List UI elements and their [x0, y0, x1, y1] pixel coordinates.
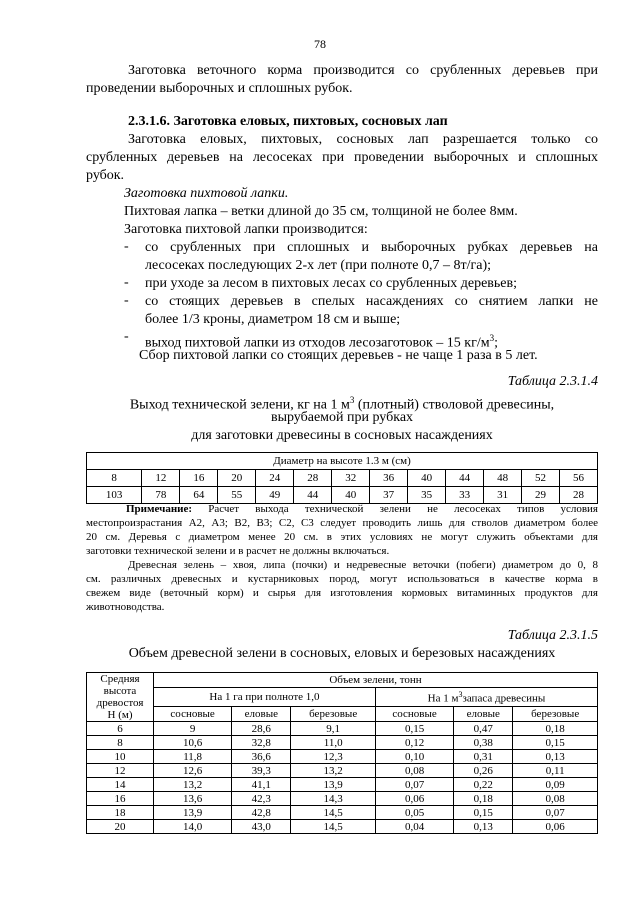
table2-cell: 41,1	[232, 778, 291, 792]
table1-value-cell: 78	[142, 487, 180, 504]
note-p2-line-3: свежем виде (веточный корм) и сырья для изготовления кормовых витаминных продуктов для	[86, 587, 598, 599]
table2-cell: 0,07	[375, 778, 453, 792]
table2-cell: 0,05	[375, 806, 453, 820]
table1-diameter-cell: 32	[332, 470, 370, 487]
bullet-marker: -	[124, 239, 129, 254]
table2-col0-header	[87, 673, 154, 722]
note-l1-text: Расчет выхода технической зелени не лесосеках типов условия	[208, 503, 598, 515]
intro-line-2: проведении выборочных и сплошных рубок.	[86, 81, 353, 96]
table1-title-line-2: вырубаемой при рубках	[270, 410, 414, 425]
table2-row	[87, 820, 598, 834]
table1-diameter-cell: 44	[446, 470, 484, 487]
table2-cell: 0,10	[375, 750, 453, 764]
table2-cell: 0,08	[375, 764, 453, 778]
table2-cell: 10,6	[154, 736, 232, 750]
table2-row	[87, 736, 598, 750]
bullet-3-line-2: более 1/3 кроны, диаметром 18 см и выше;	[145, 312, 401, 327]
table1-value-cell: 37	[370, 487, 408, 504]
table1-title-a: Выход технической зелени, кг на 1 м	[129, 397, 350, 413]
table1-title-sup: 3	[349, 395, 355, 405]
table2-cell: 14,3	[291, 792, 376, 806]
note-label: Примечание:	[126, 503, 193, 515]
table1-header-row	[87, 453, 598, 470]
table2-cell: 12,6	[154, 764, 232, 778]
bullet-3-line-1: со стоящих деревьев в спелых насаждениях со снятием лапки не	[145, 294, 598, 309]
table2-subheader-cell: еловые	[232, 706, 291, 721]
table2-cell: 0,11	[513, 764, 598, 778]
col0-l1: Средняя	[100, 673, 140, 685]
table2-cell: 0,22	[454, 778, 513, 792]
table2-cell: 0,06	[375, 792, 453, 806]
bullet-marker: -	[124, 293, 129, 308]
table2-group-2	[375, 688, 597, 706]
table2-row	[87, 778, 598, 792]
table1-diameter-cell: 28	[294, 470, 332, 487]
table2-cell: 11,8	[154, 750, 232, 764]
table2-cell: 11,0	[291, 736, 376, 750]
bullet-4-text: выход пихтовой лапки из отходов лесозаготовок – 15 кг/м	[145, 335, 490, 351]
table2-cell: 9	[154, 722, 232, 736]
table1-diameter-cell: 24	[256, 470, 294, 487]
table2-row	[87, 806, 598, 820]
table1-diameter-cell: 52	[522, 470, 560, 487]
table1-value-cell: 35	[408, 487, 446, 504]
table1-value-cell: 33	[446, 487, 484, 504]
bullet-1-line-2: лесосеках последующих 2-х лет (при полноте 0,7 – 8т/га);	[145, 258, 492, 273]
table2-row	[87, 792, 598, 806]
table2-subheader-row	[87, 706, 598, 721]
table1-value-cell: 40	[332, 487, 370, 504]
table2-volume-header: Объем зелени, тонн	[154, 673, 598, 688]
list-lead: Заготовка пихтовой лапки производится:	[124, 222, 368, 237]
table1-diameter-cell: 20	[218, 470, 256, 487]
closing-line: Сбор пихтовой лапки со стоящих деревьев - не чаще 1 раза в 5 лет.	[139, 348, 538, 363]
table1-values-row	[87, 487, 598, 504]
col0-l4: Н (м)	[107, 709, 133, 721]
table2-cell: 20	[87, 820, 154, 834]
table2-cell: 28,6	[232, 722, 291, 736]
table1-diameter-cell: 56	[560, 470, 598, 487]
bullet-2-line-1: при уходе за лесом в пихтовых лесах со срубленных деревьев;	[145, 276, 518, 291]
section-para-line-2: срубленных деревьев на лесосеках при проведении выборочных и сплошных	[86, 150, 598, 165]
table1-diameter-row	[87, 470, 598, 487]
note-line-4: заготовки технической зелени и в расчет не должны включаться.	[86, 545, 390, 557]
bullet-marker: -	[124, 275, 129, 290]
section-para-line-1: Заготовка еловых, пихтовых, сосновых лап разрешается только со	[128, 132, 598, 147]
table1-value-cell: 64	[180, 487, 218, 504]
section-heading: 2.3.1.6. Заготовка еловых, пихтовых, сосновых лап	[128, 114, 448, 129]
table1-header: Диаметр на высоте 1.3 м (см)	[87, 453, 598, 470]
col0-l3: древостоя	[96, 697, 144, 709]
table1-value-cell: 103	[87, 487, 142, 504]
table1-value-cell: 29	[522, 487, 560, 504]
table2-cell: 0,13	[454, 820, 513, 834]
group2-b: запаса древесины	[462, 692, 546, 705]
table1-label: Таблица 2.3.1.4	[507, 374, 598, 389]
table2-cell: 13,6	[154, 792, 232, 806]
table2-cell: 0,18	[454, 792, 513, 806]
table1-title-b: (плотный) стволовой древесины,	[354, 397, 555, 413]
note-line-2: местопроизрастания А2, А3; В2, В3; С2, С3 следует проводить лишь для стволов диаметром более	[86, 517, 598, 529]
table2-cell: 43,0	[232, 820, 291, 834]
table1-title-line-3: для заготовки древесины в сосновых насаждениях	[191, 428, 493, 443]
definition: Пихтовая лапка – ветки длиной до 35 см, толщиной не более 8мм.	[124, 204, 518, 219]
note-line-3: 20 см. Деревья с диаметром менее 20 см. в этих условиях не могут служить объектами для	[86, 531, 598, 543]
table2-cell: 12,3	[291, 750, 376, 764]
note-p2-line-4: животноводства.	[86, 601, 165, 613]
table2-cell: 13,9	[291, 778, 376, 792]
table2-label: Таблица 2.3.1.5	[507, 628, 598, 643]
intro-line-1: Заготовка веточного корма производится со срубленных деревьев при	[128, 63, 598, 78]
table2-row	[87, 722, 598, 736]
table2-header-row-1	[87, 673, 598, 688]
table1	[86, 452, 598, 504]
table2-cell: 0,38	[454, 736, 513, 750]
table2-cell: 14	[87, 778, 154, 792]
table2-cell: 42,3	[232, 792, 291, 806]
table2-cell: 13,2	[291, 764, 376, 778]
group2-a: На 1 м	[427, 692, 459, 705]
table2-cell: 0,15	[375, 722, 453, 736]
table2-cell: 10	[87, 750, 154, 764]
table2-cell: 6	[87, 722, 154, 736]
table2-cell: 0,06	[513, 820, 598, 834]
section-para-line-3: рубок.	[86, 168, 125, 183]
table2-cell: 42,8	[232, 806, 291, 820]
table1-diameter-cell: 36	[370, 470, 408, 487]
table2-cell: 0,08	[513, 792, 598, 806]
table2-cell: 0,04	[375, 820, 453, 834]
table2-subheader-cell: еловые	[454, 706, 513, 721]
table2-cell: 0,12	[375, 736, 453, 750]
table2-cell: 0,09	[513, 778, 598, 792]
table1-value-cell: 31	[484, 487, 522, 504]
table1-value-cell: 49	[256, 487, 294, 504]
table2	[86, 672, 598, 834]
table2-cell: 12	[87, 764, 154, 778]
table2-subheader-cell: березовые	[291, 706, 376, 721]
table2-header-row-2	[87, 688, 598, 706]
table2-cell: 14,0	[154, 820, 232, 834]
table2-cell: 16	[87, 792, 154, 806]
table2-cell: 13,9	[154, 806, 232, 820]
bullet-4-sup: 3	[489, 333, 495, 343]
group2-sup: 3	[458, 690, 463, 700]
table1-value-cell: 28	[560, 487, 598, 504]
table2-cell: 0,13	[513, 750, 598, 764]
table1-diameter-cell: 40	[408, 470, 446, 487]
table1-value-cell: 44	[294, 487, 332, 504]
page-number: 78	[314, 37, 326, 51]
table2-cell: 14,5	[291, 820, 376, 834]
table2-cell: 13,2	[154, 778, 232, 792]
table1-diameter-cell: 48	[484, 470, 522, 487]
table2-cell: 0,18	[513, 722, 598, 736]
table2-cell: 0,47	[454, 722, 513, 736]
table1-value-cell: 55	[218, 487, 256, 504]
table2-cell: 0,07	[513, 806, 598, 820]
table2-title: Объем древесной зелени в сосновых, еловых и березовых насаждениях	[128, 646, 556, 661]
table2-cell: 18	[87, 806, 154, 820]
table2-row	[87, 750, 598, 764]
table1-diameter-cell: 8	[87, 470, 142, 487]
subheading: Заготовка пихтовой лапки.	[124, 186, 289, 201]
table1-diameter-cell: 12	[142, 470, 180, 487]
table2-cell: 36,6	[232, 750, 291, 764]
table2-subheader-cell: березовые	[513, 706, 598, 721]
bullet-4-end: ;	[494, 335, 498, 351]
bullet-1-line-1: со срубленных при сплошных и выборочных рубках деревьев на	[145, 240, 598, 255]
table2-cell: 0,31	[454, 750, 513, 764]
table2-group-1: На 1 га при полноте 1,0	[154, 688, 376, 706]
table2-cell: 39,3	[232, 764, 291, 778]
table2-row	[87, 764, 598, 778]
table2-subheader-cell: сосновые	[375, 706, 453, 721]
table2-cell: 8	[87, 736, 154, 750]
table2-cell: 32,8	[232, 736, 291, 750]
table1-diameter-cell: 16	[180, 470, 218, 487]
table2-cell: 0,26	[454, 764, 513, 778]
note-p2-line-1: Древесная зелень – хвоя, липа (почки) и недревесные веточки (побеги) диаметром до 0, 8	[128, 559, 598, 571]
table2-cell: 14,5	[291, 806, 376, 820]
col0-l2: высота	[103, 685, 137, 697]
table2-subheader-cell: сосновые	[154, 706, 232, 721]
note-p2-line-2: см. различных древесных и кустарниковых пород, могут использоваться в качестве корма в	[86, 573, 598, 585]
table2-cell: 0,15	[513, 736, 598, 750]
note-line-1	[86, 502, 598, 516]
table2-cell: 0,15	[454, 806, 513, 820]
table2-cell: 9,1	[291, 722, 376, 736]
bullet-marker: -	[124, 329, 129, 344]
